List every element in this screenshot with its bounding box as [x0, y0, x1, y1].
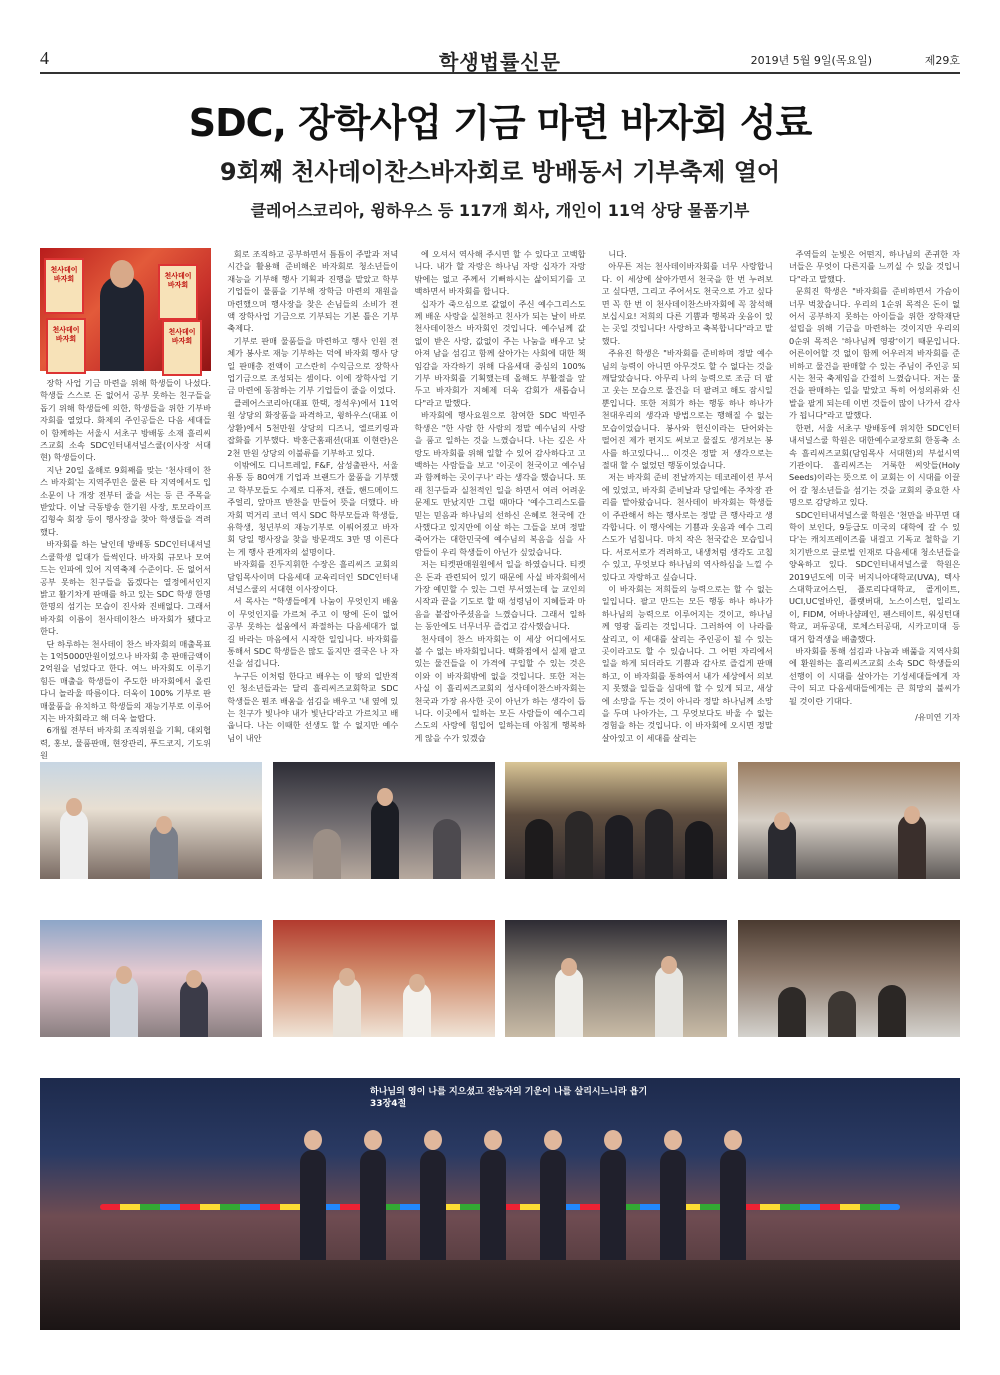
page-header	[40, 48, 960, 74]
person-figure	[433, 819, 461, 879]
student-figure	[660, 1150, 686, 1260]
student-figure	[360, 1150, 386, 1260]
bazaar-photo	[738, 762, 960, 879]
person-figure	[645, 809, 673, 879]
paragraph: 누구든 이처럼 한다고 배우는 이 땅의 일반적인 청소년들과는 달리 흘리씨즈교회학교 SDC 학생들은 뭔조 배움을 섬김을 배우고 '내 옆에 있는 친구가 빛나야 내가 빛난다'라고 가르치고 배웁니다. 나는 이때한 선생도 할 수 없지만 예수님이 내안	[227, 670, 399, 743]
person-figure	[828, 991, 856, 1037]
paragraph: 천사데이 찬스 바자회는 이 세상 어디에서도 볼 수 없는 바자회입니다. 백화점에서 실제 팔고 있는 물건들을 이 가격에 구입할 수 있는 것은 이와 이 바자회밖에 없을 것입니다. 또한 저는 사실 이 흘리씨즈교회의 성사데이찬스바자회는 천국과 가장 유사한 곳이 아닌가 하는 생각이 듭니다. 이곳에서 일하는 모든 사람들이 예수그리스도의 사랑에 힘입어 일하는데 아침게 행복하게 않을 수가 있겠습	[414, 633, 586, 743]
paragraph: 십자가 죽으심으로 값없이 주신 예수그리스도께 배운 사랑을 실천하고 친사가 되는 날이 바로 천사데이찬스 바자회인 것입니다. 예수님께 값없이 받은 사랑, 값없이 주는 나눔을 배우고 낮아져 남을 섬김고 함께 살아가는 사회에 대한 책임감을 자각하기 위해 다음세대 중심의 100% 기부 바자회를 기획했는데 올해도 부활절을 앞두고 바자회가 지혜제 더욱 감회가 새롭습니다"라고 말했다.	[414, 298, 586, 408]
audience	[40, 1260, 960, 1330]
person-figure	[565, 811, 593, 879]
paragraph: 니다.	[608, 249, 627, 259]
headline: SDC, 장학사업 기금 마련 바자회 성료	[188, 101, 812, 145]
paragraph: 기부로 판매 물품들을 마련하고 행사 인원 전체가 봉사로 재능 기부하는 덕에 바자회 행사 당일 판매총 전액이 고스란히 수익금으로 장학사업기금으로 조성되는 셈이다. 이에 장학사업 기금 마련에 동참하는 기부 기업들이 줄을 이었다.	[227, 335, 399, 396]
bazaar-sign: 천사데이 바자회	[46, 318, 86, 374]
byline: /유미연 기자	[915, 712, 960, 723]
bazaar-photo	[505, 920, 727, 1037]
person-figure	[333, 977, 361, 1037]
paragraph: 장학 사업 기금 마련을 위해 학생들이 나섰다. 학생들 스스로 돈 없어서 공부 못하는 친구들을 돕기 위해 학생들에 의한, 학생들을 위한 기부바자회를 열었다. 화제의 주인공들은 다음 세대들이 함께하는 서울시 서초구 방배동 소재 흘리씨즈교회 소속 SDC인터내셔널스쿨(이사장 서대현) 학생들이다.	[40, 378, 211, 463]
person-figure	[313, 829, 341, 879]
paragraph: 바자회를 통해 섬김과 나눔과 배풂을 지역사회에 환원하는 흘리씨즈교회 소속 SDC 학생들의 선행이 이 시대를 살아가는 기성세대들에게 자극이 되고 다음세대들에게는 큰 희망의 불씨가 될 것이란 기대다.	[789, 646, 960, 706]
person-figure	[605, 815, 633, 879]
student-figure	[300, 1150, 326, 1260]
person-face	[904, 806, 920, 824]
person-figure	[525, 819, 553, 879]
paragraph: 회로 조직하고 공부하면서 틈틈이 주말과 저녁시간을 활용해 준비해온 바자회로 청소년들이 재능을 기부해 행사 기획과 진행을 맡았고 학부 기업들이 물품을 기부해 장학금 마련의 재원을 마련했으며 행사장을 찾은 손님들의 소비가 전액 장학사업 기금으로 기부되는 기본 틀은 기부 축제다.	[227, 249, 399, 334]
ribbon-cutting-photo	[40, 1078, 960, 1330]
person-face	[156, 816, 172, 834]
paragraph: 저는 티켓판매원원에서 일을 하였습니다. 티켓은 돈과 관련되어 있기 때문에 사실 바자회에서 가장 예민할 수 있는 그런 부서였는데 늘 교인의 시작과 끝을 기도로 할 때 성령님이 지혜들과 마음을 붙잡아주셨음을 느꼈습니다. 그래서 일하는 동안에도 너무너무 즐겁고 감사했습니다.	[414, 559, 586, 632]
student-head	[724, 1130, 742, 1150]
bazaar-sign: 천사데이 바자회	[162, 320, 202, 376]
paragraph: 에 오셔서 역사해 주시면 할 수 있다고 고백합니다. 내가 할 자랑은 하나님 자랑 십자가 자랑 밖에는 없고 주께서 기뻐하시는 삶이되기를 고백하면서 바자회를 합니다.	[414, 249, 586, 297]
bazaar-photo	[505, 762, 727, 879]
paragraph: 서 목사는 "학생들에게 나눔이 무엇인지 배움이 무엇인지를 가르쳐 주고 이 땅에 돈이 없어 공부 못하는 설움에서 좌절하는 다음세대가 없길 바라는 마음에서 시작한 일입니다. 바자회를 통해서 SDC 학생들은 많도 돌지만 결국은 나 자신을 섬깁니다.	[227, 596, 399, 669]
paragraph: 6개월 전부터 바자회 조직위원을 기획, 대외협력, 홍보, 물품판매, 현장관리, 푸드코지, 기도위원	[40, 725, 211, 761]
person-figure	[878, 985, 906, 1037]
photo-row-1	[40, 762, 960, 879]
paragraph: 주역들의 눈빛은 어떤지, 하나님의 존귀한 자녀들은 무엇이 다른지를 느끼실 수 있을 것입니다"라고 말했다.	[789, 249, 960, 284]
article-column-5	[789, 248, 960, 748]
article-column-4	[602, 248, 773, 748]
person-figure	[685, 821, 713, 879]
bazaar-photo	[40, 920, 262, 1037]
bazaar-photo	[40, 762, 262, 879]
paragraph: 저는 바자회 준비 전날까지는 데코레이션 부서에 있었고, 바자회 준비날과 당일에는 주차장 관리를 맡아왔습니다. 천사데이 바자회는 학생들이 주관해서 하는 행사로는 정말 큰 행사라고 생각합니다. 이 행사에는 기쁨과 웃음과 예수 그리스도가 넘칩니다. 마치 작은 천국같은 모습입니다. 서로서로가 격려하고, 내생처럼 생각도 고칩 수 있고, 무엇보다 하나님의 역사하심을 느낄 수 있다고 자랑하고 싶습니다.	[601, 472, 773, 582]
paragraph: 이 바자회는 저희들의 능력으로는 할 수 없는 일입니다. 팔고 만드는 모든 행동 하나 하나가 하나님의 능력으로 이루어지는 것이고, 하나님께 영광 돌리는 것입니다. 그러하여 이 나라를 살리고, 이 세대를 살리는 주인공이 될 수 있는 곳이라고도 할 수 있습니다. 그 어떤 자리에서 일을 하게 되더라도 기쁨과 감사로 즐겁게 판매하고, 이 바자회를 통하여서 내가 세상에서 의보지 못했을 일들을 심대에 할 수 있게 되고, 새상에 소망을 두는 것이 아니라 정말 하나님께 소망을 두며 나아가는, 그 무엇보다도 바울 수 없는 경험을 하는 것입니다. 이 바자회에 오시면 정말 살아있고 이 세대를 살리는	[601, 583, 773, 743]
article-column-3	[415, 248, 586, 748]
student-figure	[420, 1150, 446, 1260]
paragraph: 바자회를 하는 날인데 방배동 SDC인터내셔널스쿨학생 일대가 들썩인다. 바자회 규모나 모여드는 인파에 있어 지역축제 수준이다. 돈 없어서 공부 못하는 친구들을 돕겠다는 열정에서인지 밝고 활기차게 판매를 하고 있는 SDC 학생 한명 한명의 섬기는 모습이 진사와 진배없다. 그래서 바자회 이름이 천사데이찬스 바자회가 됐다고 한다.	[40, 539, 211, 637]
subheadline: 9회째 천사데이찬스바자회로 방배동서 기부축제 열어	[219, 158, 781, 186]
banner-text: 하나님의 영이 나를 지으셨고 전능자의 기운이 나를 살리시느니라 욥기 33장4절	[370, 1087, 648, 1109]
bazaar-photo	[273, 920, 495, 1037]
paragraph: 이밖에도 디니트레일, F&F, 삼성출판사, 서울유통 등 80여개 기업과 브랜드가 물품을 기부했고 학부모들도 수제로 디퓨저, 캔들, 핸드메이드 주얼리, 앞마프 반찬을 만들어 뜻을 더했다. 바자회 먹거리 코너 역시 SDC 학부모들과 학생들, 유학생, 청년부의 재능기부로 이뤄어졌고 바자회 당일 행사장을 찾을 방문객도 3만 명 이른다는 게 행사 관계자의 설명이다.	[227, 459, 399, 557]
person-face	[116, 966, 132, 984]
paragraph: 바자회를 진두지휘한 수장은 흘리씨즈 교회의 담임목사이며 다음세대 교육리더인 SDC인터내셔널스쿨의 서대현 이사장이다.	[227, 559, 399, 594]
paragraph: SDC인터내셔널스쿨 학원은 '천만을 바꾸면 대학이 보인다, 9등급도 미국의 대학에 갈 수 있다'는 캐치프레이즈를 내걸고 기독교 철학을 기치기반으로 글로벌 인재로 다음세대 청소년들을 양육하고 있다. SDC인터내셔널스쿨 학원은 2019년도에 미국 버지니아대학교(UVA), 텍사스대학교어스틴, 플로리다대학교, 콜게이트, UCI,UC얼바인, 플랫버대, 노스이스턴, 일리노이, FIDM, 어바나샴페인, 펜스테이트, 워싱턴대학교, 퍼듀공대, 로체스터공대, 시카고미대 등 대거 합격생을 배출했다.	[789, 509, 960, 644]
paragraph: 주유진 학생은 "바자회를 준비하며 정말 예수님의 능력이 아니면 아무것도 할 수 없다는 것을 깨달았습니다. 아무리 나의 능력으로 조금 더 팔고 웃는 모습으로 물건을 더 팔려고 해도 잠시일 뿐입니다. 또한 저희가 하는 행동 하나 하나가 천대우리의 생각과 방법으로는 행해질 수 없는 모습이었습니다. 봉사와 헌신이라는 단어와는 떨어진 제가 편지도 써보고 물질도 생겨보는 봉사를 하고있다니... 이것은 정말 저 생각으로는 절대 할 수 없었던 행동이었습니다.	[601, 348, 773, 470]
student-figure	[600, 1150, 626, 1260]
article-column-2	[227, 248, 398, 748]
person-face	[377, 788, 393, 806]
person-figure	[371, 799, 399, 879]
lead-photo	[40, 248, 211, 371]
student-head	[424, 1130, 442, 1150]
student-head	[544, 1130, 562, 1150]
student-figure	[540, 1150, 566, 1260]
paragraph: 지난 20일 올해로 9회째를 맞는 '천사데이 찬스 바자회'는 지역주민은 물론 타 지역에서도 입소문이 나 개장 전부터 줄을 서는 등 큰 주목을 받았다. 이날 극동방송 한기원 사장, 토모라이프 김형숙 회장 등이 행사장을 찾아 학생들을 격려했다.	[40, 464, 211, 537]
paragraph: 바자회에 행사요원으로 참여한 SDC 박민주 학생은 "한 사람 한 사람의 정말 예수님의 사랑을 품고 일하는 것을 느꼈습니다. 나는 깊은 사랑도 바자회를 위해 일할 수 있어 감사하다고 고백하는 사람들을 보고 '이곳이 천국이고 예수님과 함께하는 곳이구나' 라는 생각을 했습니다. 또래 친구들과 실천적인 일을 하면서 여러 어려운 문제도 만났지만 그럴 때마다 '예수그리스도를 믿는 믿음과 하나님의 선하신 은혜로 천국에 간사했다고 있지만에 이살 하는 그들을 보며 정말 죽어가는 대한민국에 예수님의 복음을 심을 사람들이 우리 학생들이 아닌가 싶었습니다.	[414, 410, 586, 557]
student-head	[664, 1130, 682, 1150]
paragraph: 아무튼 저는 천사데이바자회를 너무 사랑합니다. 이 세상에 살아가면서 천국을 한 번 누려보고 싶다면, 그리고 주어서도 천국으로 가고 싶다면 꼭 한 번 이 천사데이찬스바자회에 꼭 참석해보십시요! 저희의 다른 기쁨과 행복과 웃음이 있는 곳일 것입니다! 사랑하고 축복합니다"라고 말했다.	[601, 261, 773, 346]
paragraph: 한편, 서울 서초구 방배동에 위치한 SDC인터내셔널스쿨 학원은 대한예수교장로회 한동축 소속 흘리씨즈교회(담임목사 서대현)의 부설시역기관이다. 흘리씨즈는 거룩한 씨앗들(Holy Seeds)이라는 뜻으로 이 교회는 이 시대를 이끌어 갈 청소년들을 섬기는 것을 교회의 중요한 사명으로 감당하고 있다.	[789, 422, 960, 508]
person-figure	[555, 967, 583, 1037]
issue-number: 제29호	[924, 54, 960, 67]
paragraph: 클레어스코리아(대표 한택, 정석우)에서 11억원 상당의 화장품을 파격하고, 윙하우스(대표 이상환)에서 5천만원 상당의 디즈니, 엘르키링과 잡화를 기부했다. 박홍근홈패션(대표 이현란)은 2천 만원 상당의 이불류를 기부하고 있다.	[227, 397, 399, 458]
student-head	[604, 1130, 622, 1150]
page-number: 4	[40, 48, 49, 68]
person-face	[66, 798, 82, 816]
photo-row-2	[40, 920, 960, 1037]
person-figure	[655, 965, 683, 1037]
bazaar-photo	[738, 920, 960, 1037]
person-figure	[110, 975, 138, 1037]
person-figure	[778, 987, 806, 1037]
speaker-figure	[100, 276, 144, 371]
person-figure	[60, 809, 88, 879]
student-head	[484, 1130, 502, 1150]
person-face	[339, 968, 355, 986]
paragraph: 단 하루하는 천사데이 찬스 바자회의 매출목표는 1억5000만원이었으나 바자회 총 판매금액이 2억원을 넘었다고 한다. 여느 바자회도 이루기 힘든 매출을 학생들이 주도한 바자회에서 올린다니 놀라울 따름이다. 더욱이 100% 기부로 판매물품을 유치하고 학생들의 재능기부로 이루어지는 바자회라고 해 더욱 놀랍다.	[40, 638, 211, 723]
person-face	[774, 812, 790, 830]
person-face	[186, 970, 202, 988]
bazaar-sign: 천사데이 바자회	[158, 264, 198, 320]
student-figure	[480, 1150, 506, 1260]
subsubheadline: 클레어스코리아, 윙하우스 등 117개 회사, 개인이 11억 상당 물품기부	[250, 201, 750, 220]
bazaar-photo	[273, 762, 495, 879]
bazaar-sign: 천사데이 바자회	[44, 258, 84, 314]
paragraph: 문희진 학생은 "바자회를 준비하면서 가슴이 너무 벅찼습니다. 우리의 1순위 목적은 돈이 없어서 공부하지 못하는 아이들을 위한 장학재단 설립을 위해 기금을 마련하는 것이지만 우리의 0순위 목적은 '하나님께 영광'이기 때문입니다. 어른이어할 것 없이 함께 어우러져 바자회를 준비하고 물건을 판매할 수 있는 주님이 주인공 되시는 천국 축제임을 간절히 느꼈습니다. 저는 물건을 판매하는 일을 맡았고 특히 어성의류와 신발을 팔게 되는데 이번 것들이 많이 나가서 감사가 됩니다"라고 말했다.	[789, 286, 960, 421]
student-head	[304, 1130, 322, 1150]
student-figure	[720, 1150, 746, 1260]
article-columns	[40, 248, 960, 761]
student-head	[364, 1130, 382, 1150]
publication-date: 2019년 5월 9일(목요일)	[750, 54, 872, 67]
article-column-1	[40, 248, 211, 761]
speaker-head	[110, 260, 134, 288]
paper-name: 학생법률신문	[439, 50, 561, 74]
person-face	[409, 974, 425, 992]
